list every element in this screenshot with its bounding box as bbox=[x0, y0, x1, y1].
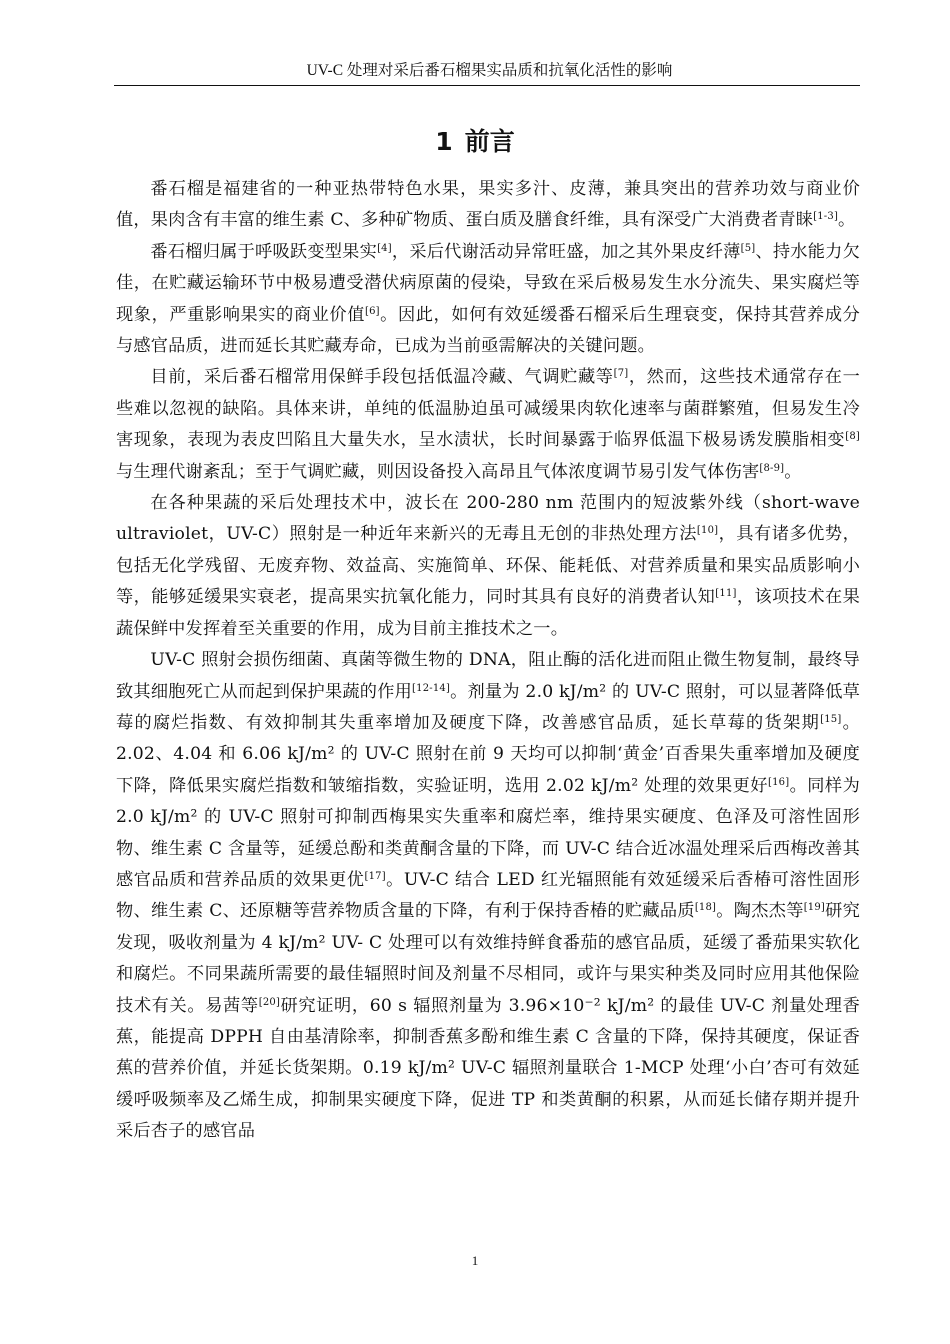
paragraph: 番石榴是福建省的一种亚热带特色水果，果实多汁、皮薄，兼具突出的营养功效与商业价值，果肉含有丰富的维生素 C、多种矿物质、蛋白质及膳食纤维，具有深受广大消费者青睐[1-3]。 bbox=[116, 179, 860, 231]
citation-ref: [4] bbox=[377, 242, 392, 254]
paragraph: UV-C 照射会损伤细菌、真菌等微生物的 DNA，阻止酶的活化进而阻止微生物复制，最终导致其细胞死亡从而起到保护果蔬的作用[12-14]。剂量为 2.0 kJ/m² 的 UV-C 照射，可以显著降低草莓的腐烂指数、有效抑制其失重率增加及硬度下降，改善感官品质，延长草莓的货架期[15]。2.02、4.04 和 6.06 kJ/m² 的 UV-C 照射在前 9 天均可以抑制‘黄金’百香果失重率增加及硬度下降，降低果实腐烂指数和皱缩指数，实验证明，选用 2.02 kJ/m² 处理的效果更好[16]。同样为 2.0 kJ/m² 的 UV-C 照射可抑制西梅果实失重率和腐烂率，维持果实硬度、色泽及可溶性固形物、维生素 C 含量等，延缓总酚和类黄酮含量的下降，而 UV-C 结合近冰温处理采后西梅改善其感官品质和营养品质的效果更优[17]。UV-C 结合 LED 红光辐照能有效延缓采后香椿可溶性固形物、维生素 C、还原糖等营养物质含量的下降，有利于保持香椿的贮藏品质[18]。陶杰杰等[19]研究发现，吸收剂量为 4 kJ/m² UV- C 处理可以有效维持鲜食番茄的感官品质，延缓了番茄果实软化和腐烂。不同果蔬所需要的最佳辐照时间及剂量不尽相同，或许与果实种类及同时应用其他保险技术有关。易茜等[20]研究证明，60 s 辐照剂量为 3.96×10⁻² kJ/m² 的最佳 UV-C 剂量处理香蕉，能提高 DPPH 自由基清除率，抑制香蕉多酚和维生素 C 含量的下降，保持其硬度，保证香蕉的营养价值，并延长货架期。0.19 kJ/m² UV-C 辐照剂量联合 1-MCP 处理‘小白’杏可有效延缓呼吸频率及乙烯生成，抑制果实硬度下降，促进 TP 和类黄酮的积累，从而延长储存期并提升采后杏子的感官品 bbox=[116, 650, 861, 1142]
paragraph: 在各种果蔬的采后处理技术中，波长在 200-280 nm 范围内的短波紫外线（short-wave ultraviolet，UV-C）照射是一种近年来新兴的无毒且无创的非热处理方法[10]，具有诸多优势，包括无化学残留、无废弃物、效益高、实施简单、环保、能耗低、对营养质量和果实品质影响小等，能够延缓果实衰老，提高果实抗氧化能力，同时其具有良好的消费者认知[11]，该项技术在果蔬保鲜中发挥着至关重要的作用，成为目前主推技术之一。 bbox=[116, 493, 860, 639]
citation-ref: [16] bbox=[767, 776, 790, 788]
paragraph: 目前，采后番石榴常用保鲜手段包括低温冷藏、气调贮藏等[7]，然而，这些技术通常存在一些难以忽视的缺陷。具体来讲，单纯的低温胁迫虽可减缓果肉软化速率与菌群繁殖，但易发生冷害现象，表现为表皮凹陷且大量失水，呈水渍状，长时间暴露于临界低温下极易诱发膜脂相变[8]与生理代谢紊乱；至于气调贮藏，则因设备投入高昂且气体浓度调节易引发气体伤害[8-9]。 bbox=[116, 367, 861, 482]
citation-ref: [5] bbox=[740, 242, 756, 254]
section-number: 1 bbox=[435, 127, 453, 156]
citation-ref: [1-3] bbox=[813, 211, 839, 223]
section-heading bbox=[0, 124, 950, 160]
body-text bbox=[116, 174, 860, 1148]
section-title: 前言 bbox=[464, 127, 515, 156]
running-header: UV-C 处理对采后番石榴果实品质和抗氧化活性的影响 bbox=[306, 62, 673, 79]
citation-ref: [6] bbox=[365, 305, 380, 317]
citation-ref: [8-9] bbox=[759, 462, 785, 474]
citation-ref: [17] bbox=[364, 870, 386, 882]
citation-ref: [11] bbox=[715, 588, 737, 600]
citation-ref: [12-14] bbox=[412, 682, 451, 694]
paragraph: 番石榴归属于呼吸跃变型果实[4]，采后代谢活动异常旺盛，加之其外果皮纤薄[5]、持水能力欠佳，在贮藏运输环节中极易遭受潜伏病原菌的侵染，导致在采后极易发生水分流失、果实腐烂等现象，严重影响果实的商业价值[6]。因此，如何有效延缓番石榴采后生理衰变，保持其营养成分与感官品质，进而延长其贮藏寿命，已成为当前亟需解决的关键问题。 bbox=[116, 241, 860, 357]
citation-ref: [18] bbox=[694, 902, 717, 914]
citation-ref: [19] bbox=[803, 902, 826, 914]
citation-ref: [10] bbox=[696, 525, 719, 537]
citation-ref: [15] bbox=[820, 713, 842, 725]
citation-ref: [8] bbox=[845, 431, 860, 443]
citation-ref: [20] bbox=[258, 996, 281, 1008]
citation-ref: [7] bbox=[613, 368, 629, 380]
header-rule bbox=[114, 85, 860, 86]
page-number: 1 bbox=[471, 1253, 479, 1268]
